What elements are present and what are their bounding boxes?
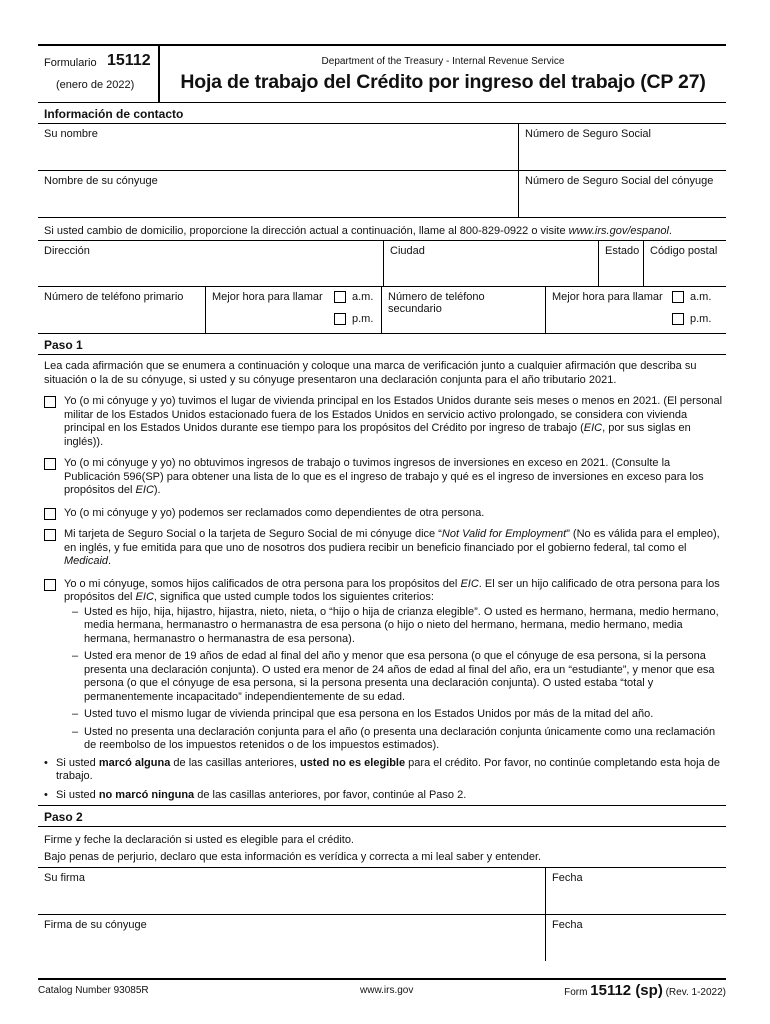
s5-eic-2: EIC [135, 591, 154, 603]
signature-field[interactable] [38, 868, 545, 914]
footer-form-number: 15112 (sp) [590, 982, 663, 999]
s4-text-b: ” (No es válida para el empleo), en inglés, y fue emitida para que uno de nosotros dos pudiera recibir un beneficio financiado por el gobierno federal, tal como el [64, 528, 720, 554]
irs-website[interactable]: www.irs.gov [360, 985, 414, 996]
department-line: Department of the Treasury - Internal Revenue Service [321, 56, 565, 67]
s4-text-a: Mi tarjeta de Seguro Social o la tarjeta de Seguro Social de mi cónyuge dice “ [64, 528, 442, 540]
spouse-signature-field[interactable] [38, 915, 545, 961]
s5-text-c: , significa que usted cumple todos los siguientes criterios: [153, 591, 434, 603]
statement-3-text: Yo (o mi cónyuge y yo) podemos ser reclamados como dependientes de otra persona. [64, 506, 485, 519]
best-time-label-1: Mejor hora para llamar [212, 291, 323, 303]
address-row [38, 241, 726, 287]
secondary-phone-label: Número de teléfono secundario [388, 291, 485, 315]
criterion-3-text: Usted tuvo el mismo lugar de vivienda principal que esa persona en los Estados Unidos por más de la mitad del año. [84, 708, 654, 720]
spouse-signature-row [38, 915, 726, 961]
form-header [38, 44, 726, 103]
statement-2 [38, 457, 726, 498]
am-checkbox-2[interactable] [672, 291, 684, 303]
statement-5-checkbox[interactable] [44, 579, 56, 591]
am-checkbox-1[interactable] [334, 291, 346, 303]
footer-revision: (Rev. 1-2022) [665, 987, 726, 998]
city-label: Ciudad [390, 245, 425, 257]
form-title-box [160, 46, 726, 102]
irs-link[interactable]: www.irs.gov/espanol [568, 225, 669, 237]
b1-bold-2: usted no es elegible [299, 756, 406, 769]
spouse-ssn-label: Número de Seguro Social del cónyuge [525, 175, 714, 187]
contact-heading: Información de contacto [38, 103, 726, 124]
address-field[interactable] [38, 241, 383, 286]
b2-bold: no marcó ninguna [98, 788, 195, 801]
criterion-1 [72, 606, 726, 647]
signature-row [38, 868, 726, 915]
s5-eic-1: EIC [460, 577, 479, 590]
spouse-signature-label: Firma de su cónyuge [44, 919, 147, 931]
criterion-2-text: Usted era menor de 19 años de edad al final del año y menor que esa persona (o que el cónyuge de esa persona, si la persona presenta una declaración conjunta). O usted era menor de 24 años de edad al final del año, era un “estudiante”, y menor que esa persona (o que el cónyuge de esa persona, si la persona presenta una declaración conjunta). O usted estaba “total y permanentemente incapacitado” independientemente de su edad. [84, 650, 715, 703]
best-time-field-2 [545, 287, 726, 333]
spouse-name-field[interactable] [38, 171, 518, 217]
bullet-2 [38, 789, 726, 803]
s1-text-b: , por sus siglas en inglés)). [64, 422, 691, 448]
form-page [38, 44, 726, 961]
date-field-2[interactable] [545, 915, 726, 961]
b2-text-b: de las casillas anteriores, por favor, continúe al Paso 2. [194, 788, 467, 801]
s2-eic: EIC [135, 484, 154, 496]
spouse-ssn-field[interactable] [518, 171, 726, 217]
statement-2-text [64, 457, 726, 498]
statement-5 [38, 578, 726, 605]
bullet-dot-1: • [44, 756, 48, 769]
address-note-end: . [668, 225, 672, 237]
spouse-row [38, 171, 726, 218]
phone-row [38, 287, 726, 334]
address-note-text: Si usted cambio de domicilio, proporcione la dirección actual a continuación, llame al 800-829-0922 o visite [44, 225, 569, 237]
your-name-field[interactable] [38, 124, 518, 170]
step2-line-2: Bajo penas de perjurio, declaro que esta información es verídica y correcta a mi leal saber y entender. [44, 851, 542, 863]
s4-text-c: . [108, 555, 112, 567]
form-id-box [38, 46, 160, 102]
criterion-3 [72, 708, 726, 722]
statement-1-text [64, 395, 726, 449]
s2-text-b: ). [153, 484, 161, 496]
bullet-dot-2: • [44, 788, 48, 801]
statement-2-checkbox[interactable] [44, 458, 56, 470]
statement-4 [38, 528, 726, 569]
step2-line-1: Firme y feche la declaración si usted es elegible para el crédito. [44, 834, 354, 846]
form-date: (enero de 2022) [56, 79, 135, 91]
address-label: Dirección [44, 245, 90, 257]
state-label: Estado [605, 245, 640, 257]
step1-heading: Paso 1 [44, 338, 83, 352]
form-footer [38, 978, 726, 999]
b1-text-b: de las casillas anteriores, [170, 756, 300, 769]
pm-label-1: p.m. [352, 313, 374, 325]
statement-4-checkbox[interactable] [44, 529, 56, 541]
statement-5-text [64, 578, 726, 605]
pm-label-2: p.m. [690, 313, 712, 325]
s1-eic: EIC [583, 422, 603, 434]
s5-text-b: . El ser un hijo calificado de otra persona para los propósitos del [64, 577, 720, 603]
bullet-1-text [56, 757, 726, 784]
zip-field[interactable] [643, 241, 726, 286]
secondary-phone-field[interactable] [381, 287, 545, 333]
pm-checkbox-2[interactable] [672, 313, 684, 325]
s4-not-valid: Not Valid for Employment [441, 528, 567, 540]
state-field[interactable] [598, 241, 643, 286]
form-number: 15112 [107, 52, 151, 69]
statement-3 [38, 507, 726, 521]
ssn-label: Número de Seguro Social [525, 128, 651, 140]
am-label-1: a.m. [352, 291, 374, 303]
statement-4-text [64, 528, 726, 569]
form-title: Hoja de trabajo del Crédito por ingreso del trabajo (CP 27) [180, 71, 706, 93]
spouse-name-label: Nombre de su cónyuge [44, 175, 158, 187]
dash-1: – [72, 605, 79, 618]
catalog-number: Catalog Number 93085R [38, 985, 149, 996]
bullet-2-text [56, 789, 466, 803]
dash-3: – [72, 708, 79, 720]
step1-intro: Lea cada afirmación que se enumera a continuación y coloque una marca de verificación junto a cualquier afirmación que describa su situación o la de su cónyuge, si usted y su cónyuge presentaron una declaración conjunta para el año tributario 2021. [44, 360, 697, 386]
primary-phone-field[interactable] [38, 287, 205, 333]
date-field-1[interactable] [545, 868, 726, 914]
am-option-2[interactable] [672, 291, 711, 303]
signature-label: Su firma [44, 872, 85, 884]
am-label-2: a.m. [690, 291, 712, 303]
address-note-row [38, 218, 726, 241]
pm-option-2[interactable] [672, 313, 711, 325]
statement-3-checkbox[interactable] [44, 508, 56, 520]
primary-phone-label: Número de teléfono primario [44, 291, 184, 303]
address-note [38, 221, 678, 240]
s1-text-a: Yo (o mi cónyuge y yo) tuvimos el lugar de vivienda principal en los Estados Unidos durante seis meses o menos en 2021. (El personal militar de los Estados Unidos estacionado fuera de los Estados Unidos en servicio activo prolongado, se considera con vivienda principal en los Estados Unidos durante ese tiempo para los propósitos del Crédito por ingreso de trabajo ( [64, 395, 723, 434]
date-label-2: Fecha [552, 919, 583, 931]
dash-4: – [72, 725, 79, 738]
b1-text-c: para el crédito. Por favor, no continúe completando esta hoja de trabajo. [56, 756, 721, 782]
step2-heading: Paso 2 [44, 810, 83, 824]
b1-bold-1: marcó alguna [98, 756, 171, 769]
best-time-label-2: Mejor hora para llamar [552, 291, 663, 303]
step2-declaration-row [38, 847, 726, 868]
best-time-field-1 [205, 287, 381, 333]
ssn-field[interactable] [518, 124, 726, 170]
s2-text-a: Yo (o mi cónyuge y yo) no obtuvimos ingresos de trabajo o tuvimos ingresos de inversiones en exceso en 2021. (Consulte la Publicación 596(SP) para obtener una lista de lo que es el ingreso de trabajo y qué es el ingreso de inversiones en exceso para los propósitos del [64, 457, 704, 496]
criterion-4 [72, 726, 726, 753]
am-option-1[interactable] [334, 291, 373, 303]
b1-text-a: Si usted [56, 756, 99, 769]
name-row [38, 124, 726, 171]
pm-checkbox-1[interactable] [334, 313, 346, 325]
dash-2: – [72, 650, 79, 662]
b2-text-a: Si usted [56, 788, 99, 801]
your-name-label: Su nombre [44, 128, 98, 140]
criterion-1-text: Usted es hijo, hija, hijastro, hijastra, nieto, nieta, o “hijo o hija de crianza elegible”. O usted es hermano, hermana, medio hermano, media hermana, hermanastro o hermanastra de esa persona (o hijo o nieto del hermano, hermana, medio hermano, media hermana, hermanastro o hermanastra de esa persona). [84, 605, 719, 645]
footer-form-word: Form [564, 987, 588, 998]
criterion-2 [72, 650, 726, 704]
s4-medicaid: Medicaid [64, 555, 109, 567]
bullet-1 [38, 757, 726, 784]
form-word: Formulario [44, 57, 97, 69]
city-field[interactable] [383, 241, 598, 286]
zip-label: Código postal [650, 245, 718, 257]
s5-text-a: Yo o mi cónyuge, somos hijos calificados de otra persona para los propósitos del [64, 577, 461, 590]
pm-option-1[interactable] [334, 313, 373, 325]
statement-1-checkbox[interactable] [44, 396, 56, 408]
statement-1 [38, 395, 726, 449]
criterion-4-text: Usted no presenta una declaración conjunta para el año (o presenta una declaración conjunta únicamente como una reclamación de reembolso de los impuestos retenidos o de los impuestos estimados). [84, 725, 716, 751]
footer-form-id [564, 982, 726, 999]
date-label-1: Fecha [552, 872, 583, 884]
